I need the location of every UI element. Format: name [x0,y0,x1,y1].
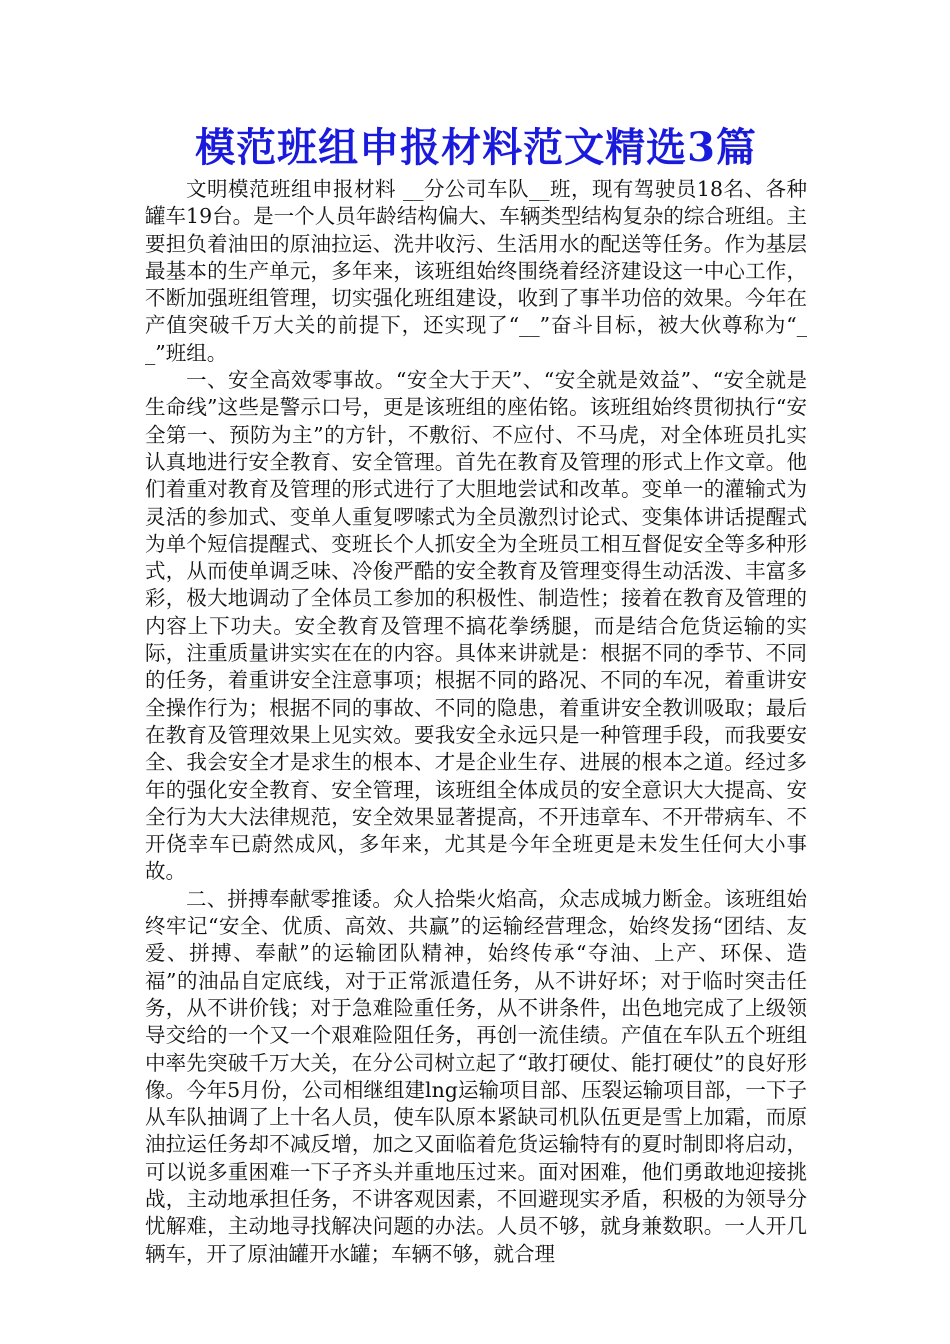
paragraph-dedication: 二、拼搏奉献零推诿。众人拾柴火焰高，众志成城力断金。该班组始终牢记“安全、优质、高效、共赢”的运输经营理念，始终发扬“团结、友爱、拼搏、奉献”的运输团队精神，始终传承“夺油、上产、环保、造福”的油品自定底线，对于正常派遣任务，从不讲好坏；对于临时突击任务，从不讲价钱；对于急难险重任务，从不讲条件，出色地完成了上级领导交给的一个又一个艰难险阻任务，再创一流佳绩。产值在车队五个班组中率先突破千万大关，在分公司树立起了“敢打硬仗、能打硬仗”的良好形像。今年5月份，公司相继组建lng运输项目部、压裂运输项目部，一下子从车队抽调了上十名人员，使车队原本紧缺司机队伍更是雪上加霜，而原油拉运任务却不减反增，加之又面临着危货运输特有的夏时制即将启动，可以说多重困难一下子齐头并重地压过来。面对困难，他们勇敢地迎接挑战，主动地承担任务，不讲客观因素，不回避现实矛盾，积极的为领导分忧解难，主动地寻找解决问题的办法。人员不够，就身兼数职。一人开几辆车，开了原油罐开水罐；车辆不够，就合理 [145,886,807,1266]
document-title: 模范班组申报材料范文精选3篇 [195,124,757,171]
document-page [145,120,807,1268]
paragraph-intro: 文明模范班组申报材料 __分公司车队__班，现有驾驶员18名、各种罐车19台。是一个人员年龄结构偏大、车辆类型结构复杂的综合班组。主要担负着油田的原油拉运、洗井收污、生活用水的配送等任务。作为基层最基本的生产单元，多年来，该班组始终围绕着经济建设这一中心工作，不断加强班组管理，切实强化班组建设，收到了事半功倍的效果。今年在产值突破千万大关的前提下，还实现了“__”奋斗目标，被大伙尊称为“__”班组。 [145,177,807,365]
paragraph-safety: 一、安全高效零事故。“安全大于天”、“安全就是效益”、“安全就是生命线”这些是警示口号，更是该班组的座佑铭。该班组始终贯彻执行“安全第一、预防为主”的方针，不敷衍、不应付、不马虎，对全体班员扎实认真地进行安全教育、安全管理。首先在教育及管理的形式上作文章。他们着重对教育及管理的形式进行了大胆地尝试和改革。变单一的灌输式为灵活的参加式、变单人重复啰嗦式为全员激烈讨论式、变集体讲话提醒式为单个短信提醒式、变班长个人抓安全为全班员工相互督促安全等多种形式，从而使单调乏味、冷俊严酷的安全教育及管理变得生动活泼、丰富多彩，极大地调动了全体员工参加的积极性、制造性；接着在教育及管理的内容上下功夫。安全教育及管理不搞花拳绣腿，而是结合危货运输的实际，注重质量讲实实在在的内容。具体来讲就是：根据不同的季节、不同的任务，着重讲安全注意事项；根据不同的路况、不同的车况，着重讲安全操作行为；根据不同的事故、不同的隐患，着重讲安全教训吸取；最后在教育及管理效果上见实效。要我安全永远只是一种管理手段，而我要安全、我会安全才是求生的根本、才是企业生存、进展的根本之道。经过多年的强化安全教育、安全管理，该班组全体成员的安全意识大大提高、安全行为大大法律规范，安全效果显著提高，不开违章车、不开带病车、不开侥幸车已蔚然成风，多年来，尤其是今年全班更是未发生任何大小事故。 [145,368,807,884]
